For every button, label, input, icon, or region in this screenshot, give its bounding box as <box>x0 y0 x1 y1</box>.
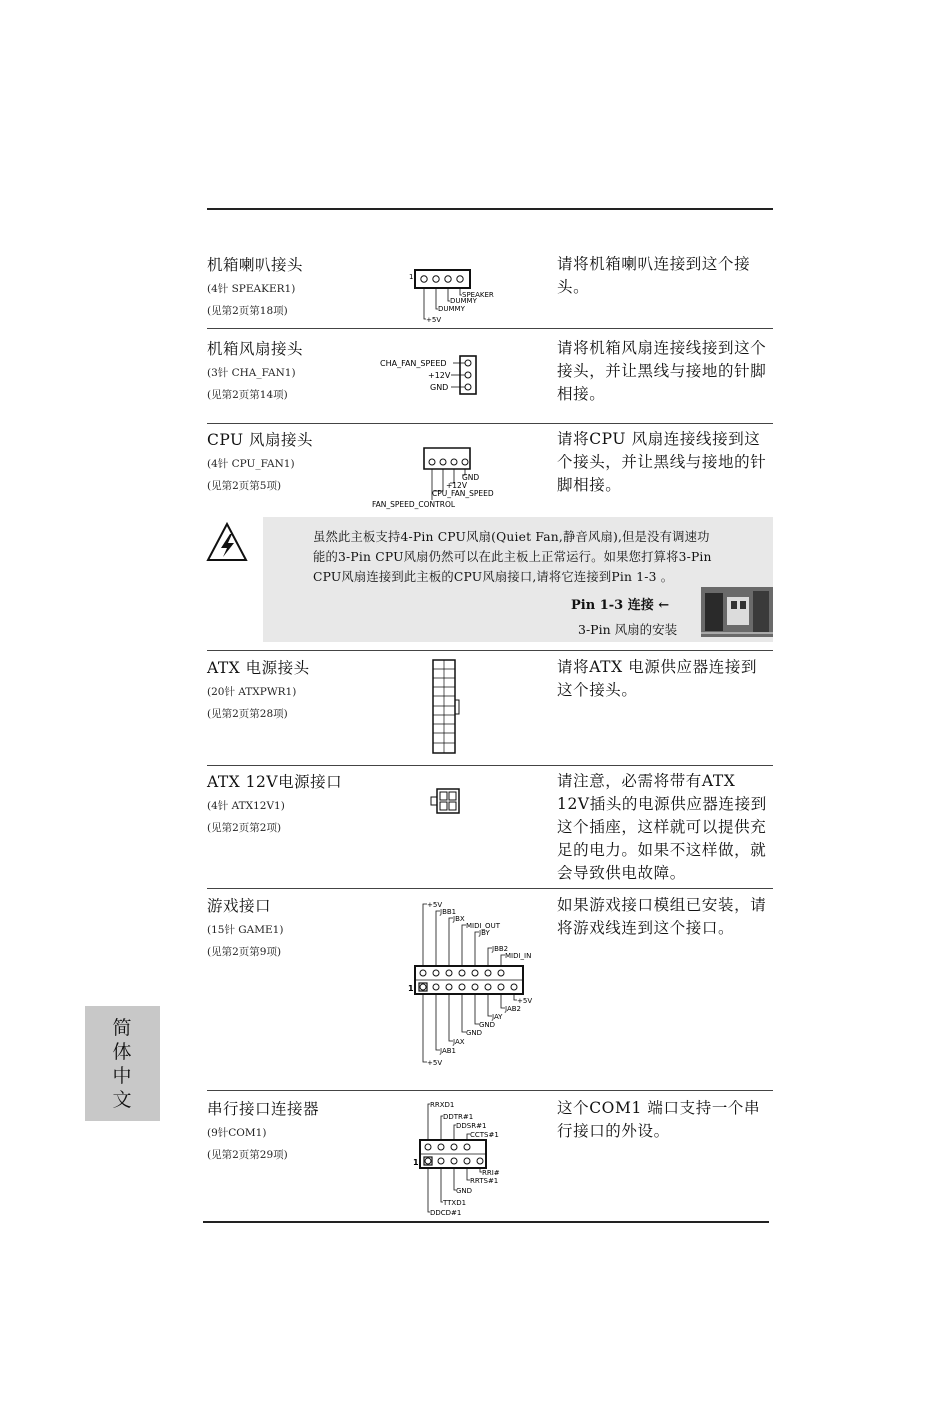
com-header-icon <box>410 1098 520 1218</box>
connector-desc: 请将ATX 电源供应器连接到这个接头。 <box>557 658 758 699</box>
connector-title: ATX 12V电源接口 <box>207 773 343 791</box>
pin-connect-label: Pin 1-3 连接 ← <box>571 598 670 613</box>
com-pin-label: DDTR#1 <box>443 1113 474 1121</box>
connector-desc: 请将CPU 风扇连接线接到这个接头，并让黑线与接地的针脚相接。 <box>557 430 767 494</box>
cpu-fan-header-icon <box>370 445 505 510</box>
game-pin-label: +5V <box>427 901 443 909</box>
game-pin-label: MIDI_OUT <box>466 922 500 930</box>
connector-ref: (见第2页第5项) <box>207 480 282 492</box>
plus5v-label: +5V <box>426 316 442 324</box>
connector-desc: 请注意，必需将带有ATX 12V插头的电源供应器连接到这个插座，这样就可以提供充足的电力。如果不这样做，就会导致供电故障。 <box>557 772 767 882</box>
row-divider <box>207 650 773 651</box>
cha-fan-header-icon <box>378 352 488 397</box>
pin1-label: 1 <box>408 984 414 993</box>
com-pin-label: RRXD1 <box>430 1101 455 1109</box>
bottom-rule <box>203 1221 769 1223</box>
connector-desc: 这个COM1 端口支持一个串行接口的外设。 <box>557 1099 761 1140</box>
connector-ref: (见第2页第28项) <box>207 708 288 720</box>
com-pin-label: CCTS#1 <box>470 1131 499 1139</box>
game-pin-label: JAB1 <box>440 1047 456 1055</box>
game-pin-label: JBB2 <box>492 945 509 953</box>
connector-title: ATX 电源接头 <box>207 659 310 677</box>
game-pin-label: JBB1 <box>440 908 457 916</box>
game-header-icon <box>405 898 545 1078</box>
connector-title: 串行接口连接器 <box>207 1100 320 1118</box>
pin1-label: 1 <box>409 273 414 281</box>
game-pin-label: JAB2 <box>505 1005 521 1013</box>
pin1-label: 1 <box>413 1158 419 1167</box>
connector-pins: (4针 ATX12V1) <box>207 800 285 812</box>
connector-ref: (见第2页第2项) <box>207 822 282 834</box>
side-tab-label: 简体中文 <box>112 1017 132 1111</box>
connector-pins: (20针 ATXPWR1) <box>207 686 297 698</box>
com-pin-label: TTXD1 <box>443 1199 467 1207</box>
game-pin-label: JBX <box>453 915 465 923</box>
plus12v-label: +12V <box>446 481 467 490</box>
atx-power-connector-icon <box>430 658 466 756</box>
com-pin-label: DDCD#1 <box>430 1209 462 1217</box>
speaker-header-icon <box>405 265 525 327</box>
connector-ref: (见第2页第29项) <box>207 1149 288 1161</box>
game-pin-label: JAX <box>453 1038 465 1046</box>
com-pin-label: DDSR#1 <box>456 1122 487 1130</box>
atx12v-connector-icon <box>428 786 464 816</box>
connector-title: CPU 风扇接头 <box>207 431 314 449</box>
game-pin-label: JAY <box>492 1013 503 1021</box>
game-pin-label: +5V <box>517 997 533 1005</box>
connector-ref: (见第2页第14项) <box>207 389 288 401</box>
gnd-label: GND <box>430 383 449 392</box>
warning-triangle-icon <box>206 522 248 564</box>
cpu-fan-speed-label: CPU_FAN_SPEED <box>432 489 494 498</box>
install-label: 3-Pin 风扇的安装 <box>578 622 678 637</box>
warning-line: 虽然此主板支持4-Pin CPU风扇(Quiet Fan,静音风扇),但是没有调速功 <box>313 530 710 544</box>
connector-ref: (见第2页第18项) <box>207 305 288 317</box>
connector-title: 游戏接口 <box>207 897 272 915</box>
row-divider <box>207 765 773 766</box>
connector-pins: (3针 CHA_FAN1) <box>207 367 296 379</box>
fan-install-photo-icon <box>701 587 773 637</box>
speaker-label: SPEAKER <box>462 291 494 299</box>
game-pin-label: MIDI_IN <box>505 952 532 960</box>
com-pin-label: RRTS#1 <box>470 1177 499 1185</box>
connector-pins: (9针COM1) <box>207 1127 267 1139</box>
game-pin-label: JBY <box>479 929 490 937</box>
connector-pins: (4针 SPEAKER1) <box>207 283 296 295</box>
row-divider <box>207 1090 773 1091</box>
row-divider <box>207 423 773 424</box>
connector-desc: 请将机箱喇叭连接到这个接头。 <box>557 255 751 296</box>
cha-fan-speed-label: CHA_FAN_SPEED <box>380 359 447 368</box>
game-pin-label: +5V <box>427 1059 443 1067</box>
dummy-label: DUMMY <box>450 297 477 305</box>
com-pin-label: GND <box>456 1187 473 1195</box>
row-divider <box>207 888 773 889</box>
game-pin-label: GND <box>479 1021 496 1029</box>
top-rule <box>207 208 773 210</box>
dummy-label: DUMMY <box>438 305 465 313</box>
connector-pins: (4针 CPU_FAN1) <box>207 458 295 470</box>
warning-text <box>313 527 768 587</box>
fan-speed-control-label: FAN_SPEED_CONTROL <box>372 500 456 509</box>
connector-desc: 请将机箱风扇连接线接到这个接头，并让黑线与接地的针脚相接。 <box>557 339 767 403</box>
plus12v-label: +12V <box>428 371 451 380</box>
warning-line: 能的3-Pin CPU风扇仍然可以在此主板上正常运行。如果您打算将3-Pin <box>313 550 712 564</box>
row-divider <box>207 328 773 329</box>
connector-pins: (15针 GAME1) <box>207 924 284 936</box>
language-side-tab <box>85 1006 160 1121</box>
gnd-label: GND <box>462 473 480 482</box>
arrow-left-icon: ← <box>658 598 670 613</box>
connector-title: 机箱风扇接头 <box>207 340 304 358</box>
connector-desc: 如果游戏接口模组已安装，请将游戏线连到这个接口。 <box>557 896 767 937</box>
game-pin-label: GND <box>466 1029 483 1037</box>
com-pin-label: RRI# <box>482 1169 500 1177</box>
warning-line: CPU风扇连接到此主板的CPU风扇接口,请将它连接到Pin 1-3 。 <box>313 570 674 584</box>
connector-ref: (见第2页第9项) <box>207 946 282 958</box>
connector-title: 机箱喇叭接头 <box>207 256 304 274</box>
warning-note <box>263 517 773 642</box>
